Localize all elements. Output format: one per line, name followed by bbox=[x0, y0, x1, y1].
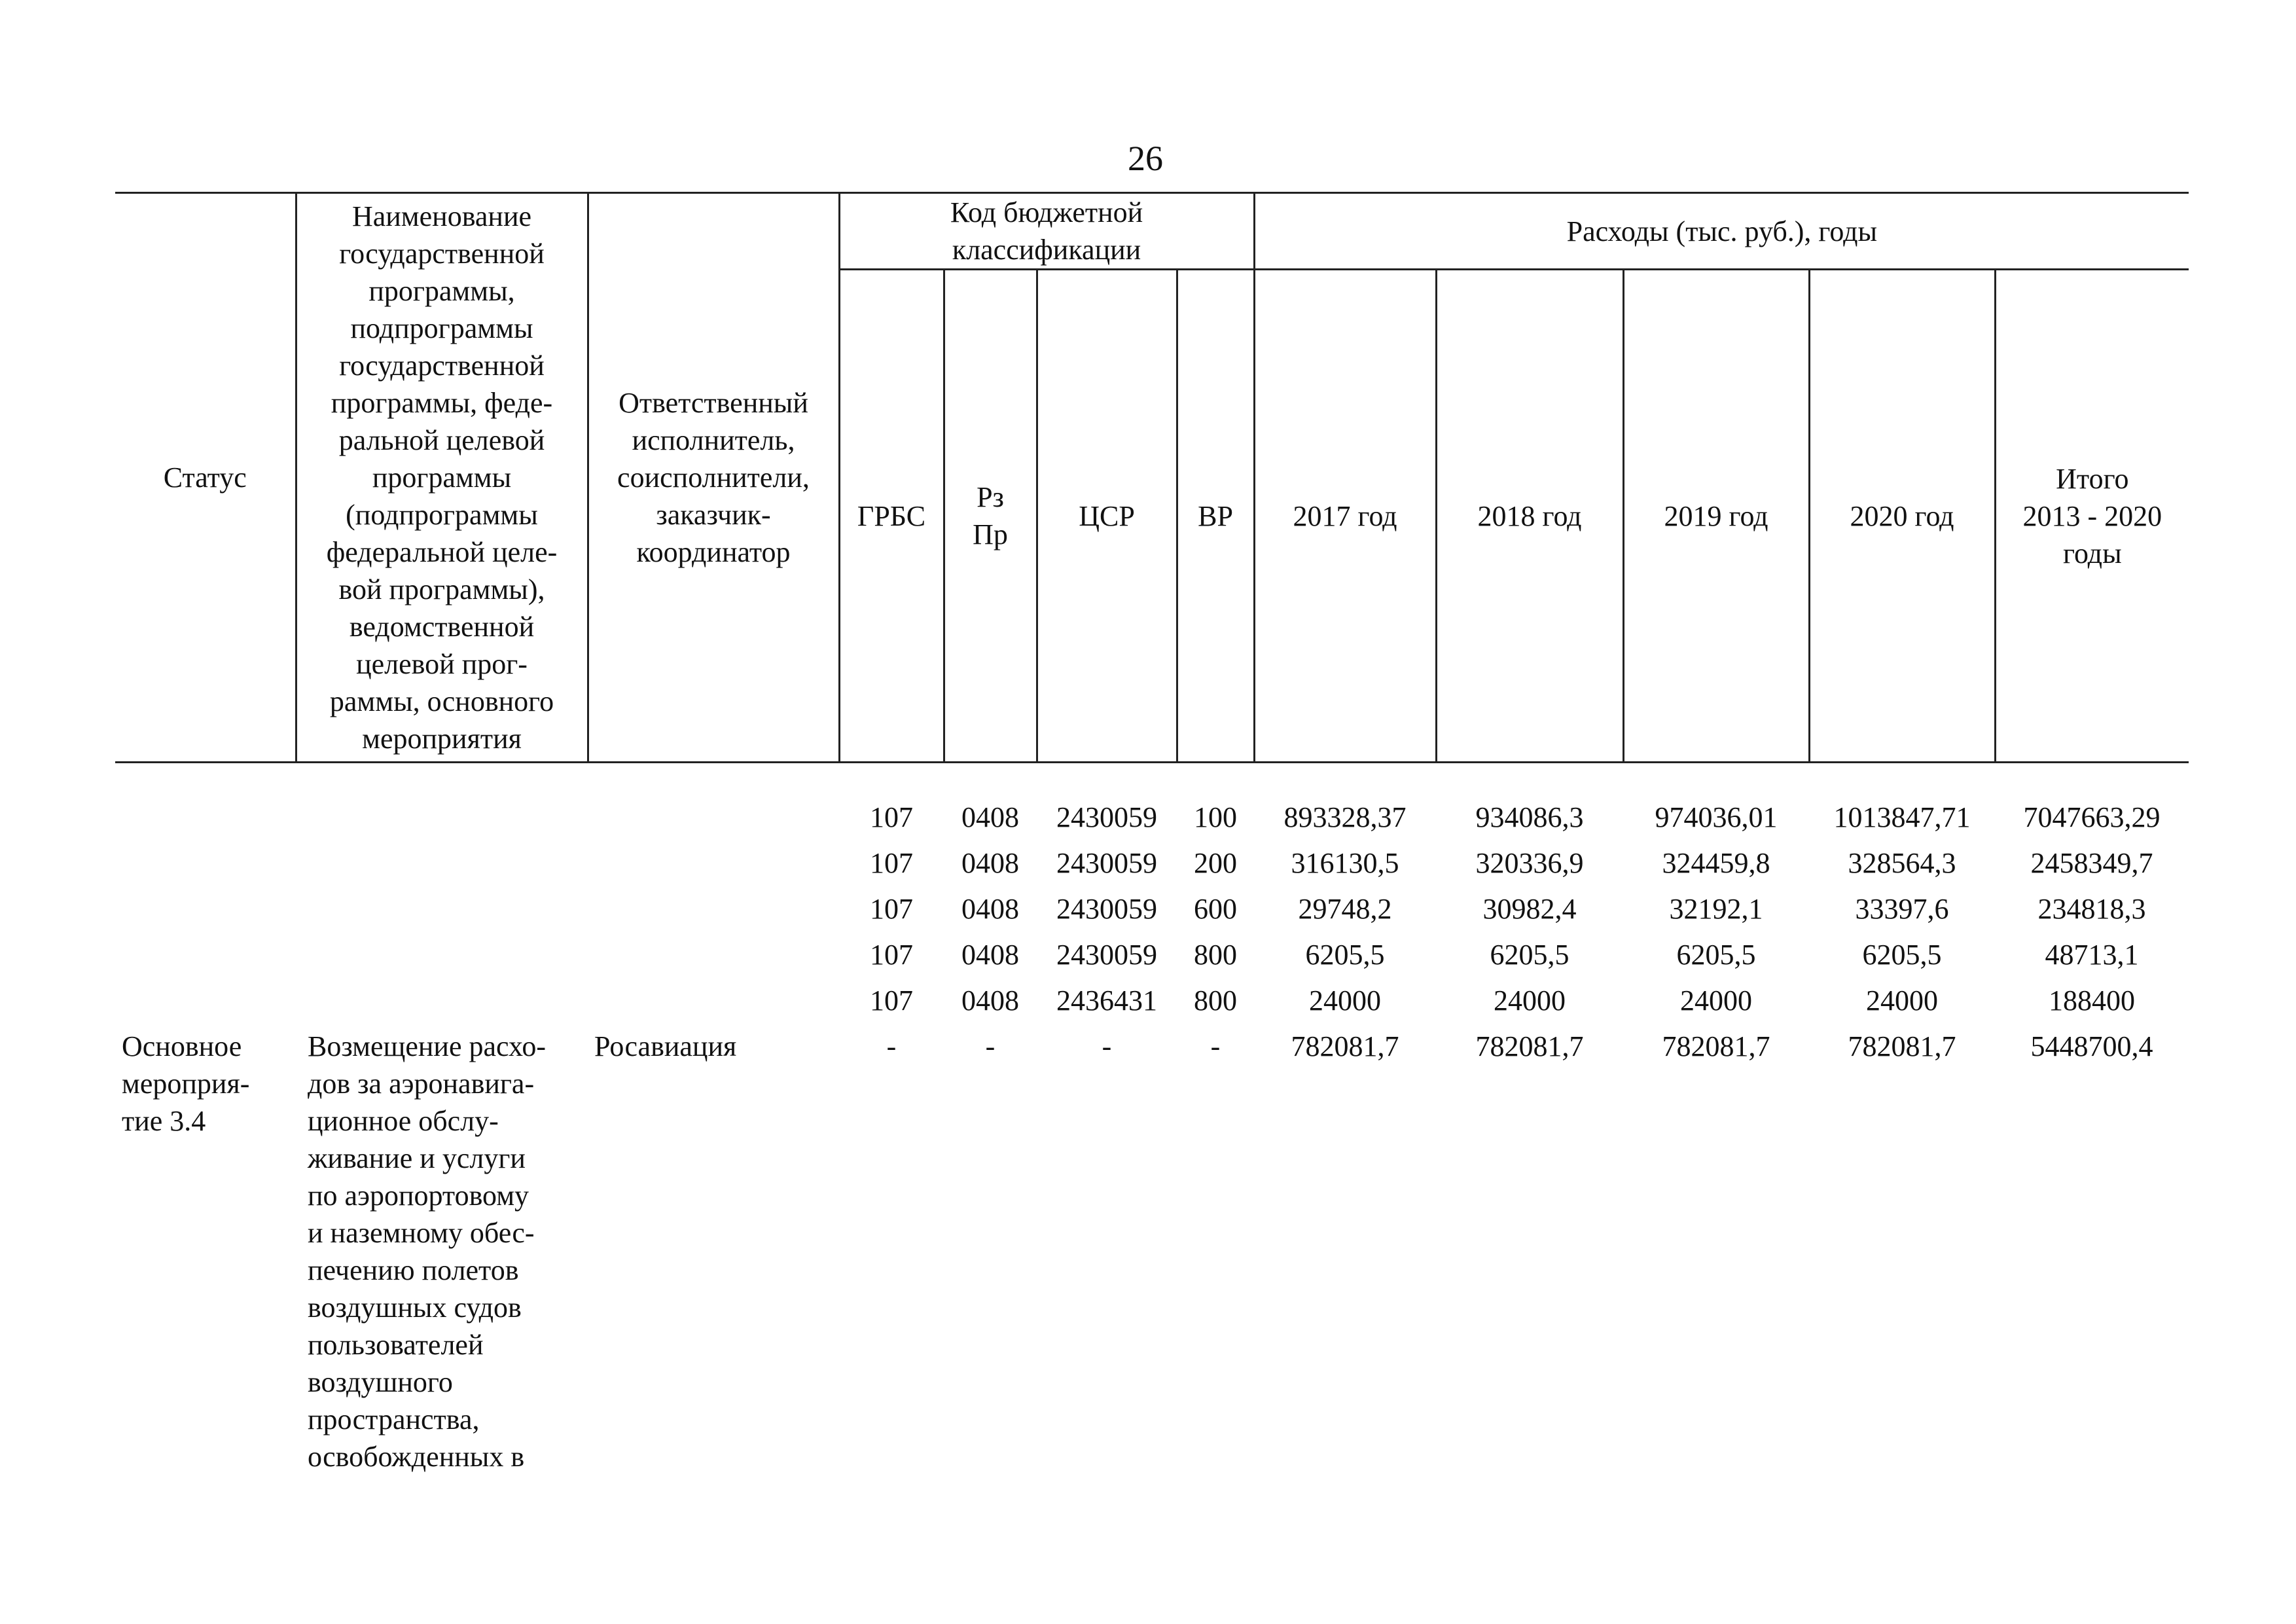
cell-executor bbox=[588, 795, 839, 840]
cell-2018: 6205,5 bbox=[1490, 939, 1570, 971]
header-program-name-line: федеральной целе- bbox=[326, 536, 558, 568]
header-program-name-line: раммы, основного bbox=[329, 685, 554, 717]
activity-name-line: воздушных судов bbox=[308, 1291, 522, 1324]
cell-2020: 6205,5 bbox=[1862, 939, 1942, 971]
header-executor-line: координатор bbox=[636, 536, 791, 568]
activity-2017: 782081,7 bbox=[1291, 1030, 1399, 1062]
activity-name-line: пользователей bbox=[308, 1329, 484, 1361]
cell-vr: 800 bbox=[1194, 984, 1237, 1017]
header-program-name-line: программы, феде- bbox=[331, 387, 553, 419]
header-2019: 2019 год bbox=[1623, 270, 1809, 763]
cell-2020: 328564,3 bbox=[1848, 847, 1956, 879]
header-executor-line: Ответственный bbox=[619, 387, 808, 419]
cell-2018: 24000 bbox=[1494, 984, 1566, 1017]
cell-csr: 2430059 bbox=[1056, 893, 1157, 925]
cell-status bbox=[115, 840, 296, 886]
header-rzpr bbox=[944, 270, 1037, 763]
cell-name bbox=[296, 978, 588, 1024]
header-executor-line: исполнитель, bbox=[632, 424, 795, 456]
cell-rzpr: 0408 bbox=[961, 984, 1019, 1017]
header-total-line: 2013 - 2020 bbox=[2022, 499, 2162, 532]
table-row bbox=[115, 840, 2189, 886]
table-row bbox=[115, 795, 2189, 840]
table-row bbox=[115, 886, 2189, 932]
header-program-name-line: государственной bbox=[339, 238, 545, 270]
cell-name bbox=[296, 932, 588, 978]
activity-total: 5448700,4 bbox=[2030, 1030, 2153, 1062]
activity-status-line: мероприя- bbox=[122, 1068, 250, 1100]
header-program-name-line: государственной bbox=[339, 350, 545, 382]
cell-name bbox=[296, 840, 588, 886]
header-total bbox=[1995, 270, 2189, 763]
activity-name-line: воздушного bbox=[308, 1366, 453, 1398]
header-total-line: годы bbox=[2063, 537, 2122, 569]
activity-rzpr: - bbox=[985, 1030, 996, 1062]
activity-vr: - bbox=[1210, 1030, 1221, 1062]
header-vr: ВР bbox=[1177, 270, 1254, 763]
table-header bbox=[115, 192, 2189, 763]
cell-total: 7047663,29 bbox=[2023, 801, 2161, 833]
activity-name-line: и наземному обес- bbox=[308, 1217, 535, 1249]
page-number: 26 bbox=[1128, 139, 1163, 178]
table-rows bbox=[115, 795, 2189, 1024]
header-total-line: Итого bbox=[2056, 462, 2129, 495]
cell-executor bbox=[588, 978, 839, 1024]
header-rzpr-line: Рз bbox=[977, 481, 1004, 513]
cell-2017: 24000 bbox=[1309, 984, 1381, 1017]
cell-total: 234818,3 bbox=[2037, 893, 2146, 925]
cell-total: 48713,1 bbox=[2045, 939, 2139, 971]
cell-vr: 100 bbox=[1194, 801, 1237, 833]
cell-2018: 30982,4 bbox=[1482, 893, 1577, 925]
cell-2017: 6205,5 bbox=[1305, 939, 1385, 971]
activity-name-line: Возмещение расхо- bbox=[308, 1030, 546, 1062]
header-program-name-line: ральной целевой bbox=[338, 424, 545, 456]
cell-vr: 200 bbox=[1194, 847, 1237, 879]
cell-total: 2458349,7 bbox=[2030, 847, 2153, 879]
header-budget-code-line: Код бюджетной bbox=[950, 196, 1143, 228]
cell-total: 188400 bbox=[2049, 984, 2135, 1017]
header-program-name-line: мероприятия bbox=[362, 723, 522, 755]
cell-2018: 934086,3 bbox=[1475, 801, 1584, 833]
header-csr: ЦСР bbox=[1037, 270, 1177, 763]
header-2017: 2017 год bbox=[1254, 270, 1436, 763]
header-2018: 2018 год bbox=[1436, 270, 1623, 763]
cell-executor bbox=[588, 932, 839, 978]
cell-2017: 29748,2 bbox=[1298, 893, 1392, 925]
cell-grbs: 107 bbox=[870, 984, 913, 1017]
table-row bbox=[115, 932, 2189, 978]
activity-name-line: пространства, bbox=[308, 1403, 480, 1435]
activity-name bbox=[296, 1024, 588, 1479]
cell-status bbox=[115, 795, 296, 840]
cell-csr: 2430059 bbox=[1056, 939, 1157, 971]
header-program-name-line: вой программы), bbox=[338, 573, 545, 605]
table-row bbox=[115, 978, 2189, 1024]
activity-csr: - bbox=[1102, 1030, 1112, 1062]
header-executor-line: соисполнители, bbox=[617, 461, 810, 494]
activity-2018: 782081,7 bbox=[1475, 1030, 1584, 1062]
cell-executor bbox=[588, 886, 839, 932]
cell-2017: 893328,37 bbox=[1283, 801, 1407, 833]
cell-2019: 24000 bbox=[1680, 984, 1752, 1017]
cell-2019: 324459,8 bbox=[1662, 847, 1770, 879]
activity-name-line: по аэропортовому bbox=[308, 1180, 529, 1212]
header-budget-code-line: классификации bbox=[952, 234, 1141, 266]
cell-csr: 2436431 bbox=[1056, 984, 1157, 1017]
header-program-name-line: программы, bbox=[368, 275, 515, 307]
cell-grbs: 107 bbox=[870, 801, 913, 833]
cell-name bbox=[296, 795, 588, 840]
activity-name-line: дов за аэронавига- bbox=[308, 1068, 535, 1100]
header-expenses: Расходы (тыс. руб.), годы bbox=[1254, 193, 2189, 270]
header-program-name-line: (подпрограммы bbox=[346, 499, 538, 531]
activity-2019: 782081,7 bbox=[1662, 1030, 1770, 1062]
activity-name-line: освобожденных в bbox=[308, 1441, 525, 1473]
header-program-name-line: целевой прог- bbox=[356, 648, 528, 680]
header-program-name-line: Наименование bbox=[351, 200, 532, 232]
cell-2019: 974036,01 bbox=[1655, 801, 1778, 833]
header-budget-code bbox=[839, 193, 1254, 270]
activity-status-line: Основное bbox=[122, 1030, 242, 1062]
header-executor bbox=[588, 193, 839, 763]
cell-2020: 24000 bbox=[1866, 984, 1938, 1017]
activity-executor: Росавиация bbox=[594, 1030, 737, 1062]
cell-csr: 2430059 bbox=[1056, 801, 1157, 833]
cell-rzpr: 0408 bbox=[961, 847, 1019, 879]
cell-rzpr: 0408 bbox=[961, 939, 1019, 971]
activity-name-line: ционное обслу- bbox=[308, 1105, 499, 1137]
cell-vr: 600 bbox=[1194, 893, 1237, 925]
header-program-name bbox=[296, 193, 588, 763]
header-rzpr-line: Пр bbox=[973, 518, 1008, 550]
cell-2018: 320336,9 bbox=[1475, 847, 1584, 879]
cell-2019: 32192,1 bbox=[1669, 893, 1763, 925]
cell-executor bbox=[588, 840, 839, 886]
cell-rzpr: 0408 bbox=[961, 893, 1019, 925]
header-program-name-line: подпрограммы bbox=[350, 312, 533, 344]
cell-name bbox=[296, 886, 588, 932]
cell-2020: 33397,6 bbox=[1855, 893, 1949, 925]
cell-2019: 6205,5 bbox=[1676, 939, 1756, 971]
cell-csr: 2430059 bbox=[1056, 847, 1157, 879]
cell-status bbox=[115, 886, 296, 932]
header-2020: 2020 год bbox=[1809, 270, 1995, 763]
cell-status bbox=[115, 978, 296, 1024]
cell-rzpr: 0408 bbox=[961, 801, 1019, 833]
activity-name-line: живание и услуги bbox=[308, 1142, 526, 1174]
cell-grbs: 107 bbox=[870, 893, 913, 925]
cell-2020: 1013847,71 bbox=[1833, 801, 1971, 833]
cell-2017: 316130,5 bbox=[1291, 847, 1399, 879]
cell-vr: 800 bbox=[1194, 939, 1237, 971]
activity-row bbox=[115, 1024, 2189, 1479]
header-program-name-line: программы bbox=[372, 461, 512, 494]
header-grbs: ГРБС bbox=[839, 270, 944, 763]
cell-status bbox=[115, 932, 296, 978]
cell-grbs: 107 bbox=[870, 847, 913, 879]
table-body bbox=[115, 795, 2189, 1479]
activity-status-line: тие 3.4 bbox=[122, 1105, 206, 1137]
cell-grbs: 107 bbox=[870, 939, 913, 971]
activity-grbs: - bbox=[886, 1030, 897, 1062]
header-program-name-line: ведомственной bbox=[349, 611, 535, 643]
header-executor-line: заказчик- bbox=[656, 499, 771, 531]
header-status: Статус bbox=[115, 193, 296, 763]
activity-name-line: печению полетов bbox=[308, 1254, 519, 1286]
activity-2020: 782081,7 bbox=[1848, 1030, 1956, 1062]
activity-status bbox=[115, 1024, 296, 1479]
